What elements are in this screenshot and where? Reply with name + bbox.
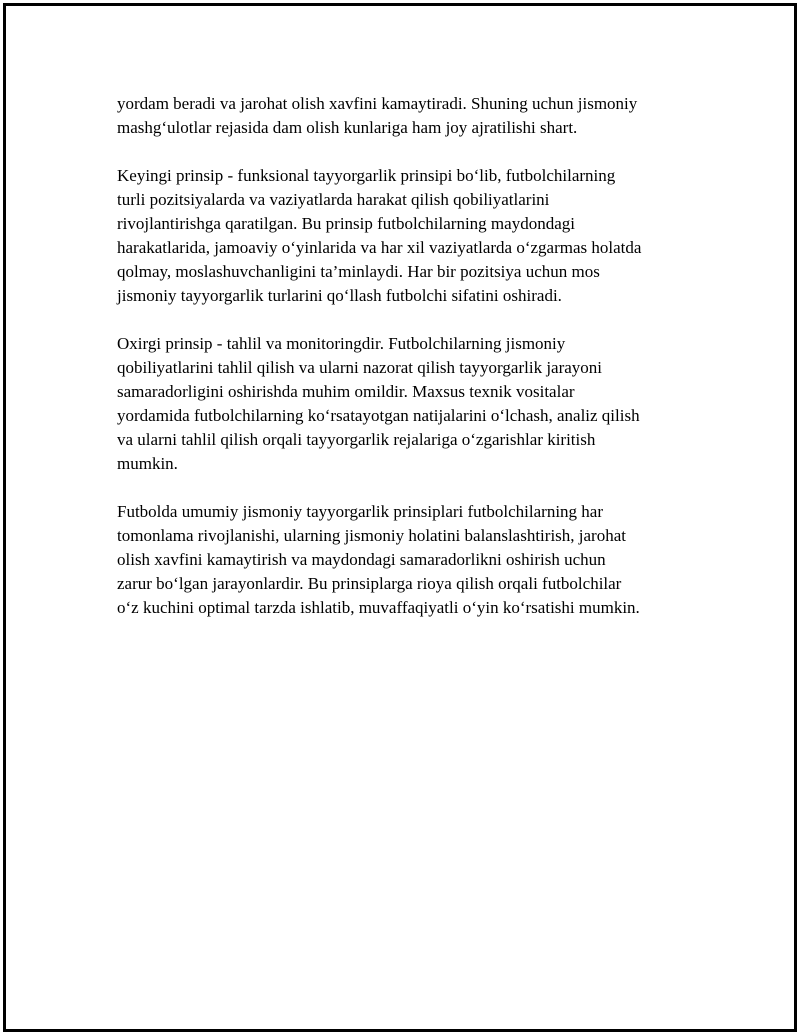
text-line: Oxirgi prinsip - tahlil va monitoringdir. Futbolchilarning jismoniy	[117, 334, 566, 353]
text-line: va ularni tahlil qilish orqali tayyorgarlik rejalariga o‘zgarishlar kiritish	[117, 430, 596, 449]
text-line: zarur bo‘lgan jarayonlardir. Bu prinsiplarga rioya qilish orqali futbolchilar	[117, 574, 622, 593]
paragraph-4	[117, 500, 717, 620]
text-line: olish xavfini kamaytirish va maydondagi samaradorlikni oshirish uchun	[117, 550, 606, 569]
text-line: mashg‘ulotlar rejasida dam olish kunlariga ham joy ajratilishi shart.	[117, 118, 578, 137]
text-line: Keyingi prinsip - funksional tayyorgarlik prinsipi bo‘lib, futbolchilarning	[117, 166, 616, 185]
text-line: yordam beradi va jarohat olish xavfini kamaytiradi. Shuning uchun jismoniy	[117, 94, 638, 113]
paragraph-1	[117, 92, 717, 140]
text-line: qolmay, moslashuvchanligini ta’minlaydi. Har bir pozitsiya uchun mos	[117, 262, 600, 281]
paragraph-2	[117, 164, 717, 308]
text-line: qobiliyatlarini tahlil qilish va ularni nazorat qilish tayyorgarlik jarayoni	[117, 358, 603, 377]
paragraph-3	[117, 332, 717, 476]
text-line: Futbolda umumiy jismoniy tayyorgarlik prinsiplari futbolchilarning har	[117, 502, 604, 521]
text-line: tomonlama rivojlanishi, ularning jismoniy holatini balanslashtirish, jarohat	[117, 526, 626, 545]
text-line: jismoniy tayyorgarlik turlarini qo‘llash futbolchi sifatini oshiradi.	[117, 286, 562, 305]
text-line: turli pozitsiyalarda va vaziyatlarda harakat qilish qobiliyatlarini	[117, 190, 550, 209]
text-line: samaradorligini oshirishda muhim omildir. Maxsus texnik vositalar	[117, 382, 575, 401]
text-line: mumkin.	[117, 454, 178, 473]
text-line: rivojlantirishga qaratilgan. Bu prinsip futbolchilarning maydondagi	[117, 214, 575, 233]
text-line: yordamida futbolchilarning ko‘rsatayotgan natijalarini o‘lchash, analiz qilish	[117, 406, 640, 425]
text-line: harakatlarida, jamoaviy o‘yinlarida va har xil vaziyatlarda o‘zgarmas holatda	[117, 238, 642, 257]
text-line: o‘z kuchini optimal tarzda ishlatib, muvaffaqiyatli o‘yin ko‘rsatishi mumkin.	[117, 598, 640, 617]
document-body	[117, 92, 717, 644]
